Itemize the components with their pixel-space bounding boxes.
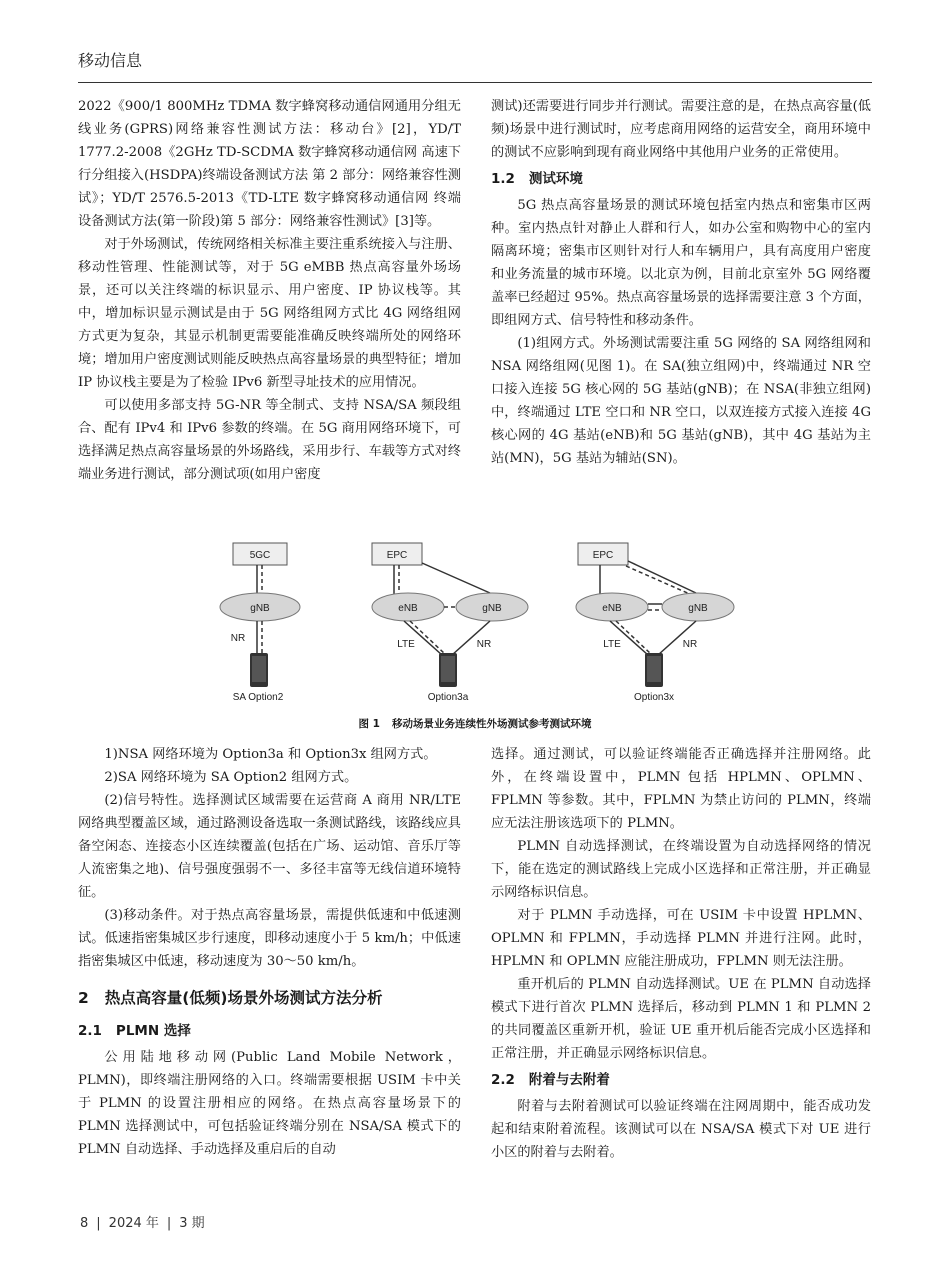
list-item: 1)NSA 网络环境为 Option3a 和 Option3x 组网方式。 <box>104 747 437 762</box>
diagram-option3x <box>576 543 734 703</box>
gnb-label: gNB <box>688 603 708 614</box>
plmn-auto-paragraph: PLMN 自动选择测试，在终端设置为自动选择网络的情况下，能在选定的测试路线上完成小区选择和正常注册，并正确显示网络标识信息。 <box>491 839 871 900</box>
option-name: SA Option2 <box>232 692 284 703</box>
plmn-restart-paragraph: 重开机后的 PLMN 自动选择测试。UE 在 PLMN 自动选择模式下进行首次 PLMN 选择后，移动到 PLMN 1 和 PLMN 2 的共同覆盖区重新开机，验证 UE 重开机后能否完成小区选择和正常注册，并正确显示网络标识信息。 <box>491 977 871 1061</box>
section-heading-2-1: 2.1 PLMN 选择 <box>78 1023 191 1039</box>
plmn-manual-paragraph: 对于 PLMN 手动选择，可在 USIM 卡中设置 HPLMN、OPLMN 和 FPLMN，手动选择 PLMN 并进行注网。此时，HPLMN 和 OPLMN 应能注册成功，FPLMN 则无法注册。 <box>491 908 871 969</box>
diagram-option3a <box>372 543 528 703</box>
mobility-paragraph: (3)移动条件。对于热点高容量场景，需提供低速和中低速测试。低速指密集城区步行速度，即移动速度小于 5 km/h；中低速指密集城区中低速，移动速度为 30～50 km/h。 <box>78 908 461 969</box>
core-epc-label: EPC <box>592 550 614 561</box>
network-diagram <box>200 535 750 710</box>
nr-link-label: NR <box>682 639 698 650</box>
gnb-label: gNB <box>250 603 270 614</box>
attach-paragraph: 附着与去附着测试可以验证终端在注网周期中，能否成功发起和结束附着流程。该测试可以在 NSA/SA 模式下对 UE 进行小区的附着与去附着。 <box>491 1099 871 1160</box>
section-heading-1-2: 1.2 测试环境 <box>491 171 583 187</box>
figure-1 <box>200 535 750 710</box>
plmn-selection-paragraph: 选择。通过测试，可以验证终端能否正确选择并注册网络。此外，在终端设置中，PLMN 包括 HPLMN、OPLMN、FPLMN 等参数。其中，FPLMN 为禁止访问的 PLMN，终端应无法注册该选项下的 PLMN。 <box>491 747 871 831</box>
lte-link-label: LTE <box>603 639 621 650</box>
environment-paragraph: 5G 热点高容量场景的测试环境包括室内热点和密集市区两种。室内热点针对静止人群和行人，如办公室和购物中心的室内隔离环境；密集市区则针对行人和车辆用户，具有高度用户密度和业务流量的城市环境。以北京为例，目前北京室外 5G 网络覆盖率已经超过 95%。热点高容量场景的选择需要注意 3 个方面，即组网方式、信号特性和移动条件。 <box>491 198 871 328</box>
enb-label: eNB <box>398 603 418 614</box>
right-column-top <box>491 95 871 470</box>
option-name: Option3x <box>633 692 675 703</box>
enb-label: eNB <box>602 603 622 614</box>
journal-header: 移动信息 <box>78 51 143 70</box>
section-heading-2-2: 2.2 附着与去附着 <box>491 1072 610 1088</box>
diagram-sa-option2 <box>220 543 300 703</box>
reference-paragraph: 2022《900/1 800MHz TDMA 数字蜂窝移动通信网通用分组无线业务(GPRS)网络兼容性测试方法：移动台》[2]，YD/T 1777.2-2008《2GHz TD-SCDMA 数字蜂窝移动通信网 高速下行分组接入(HSDPA)终端设备测试方法 第 2 部分：网络兼容性测试》；YD/T 2576.5-2013《TD-LTE 数字蜂窝移动通信网 终端设备测试方法(第一阶段)第 5 部分：网络兼容性测试》[3]等。 <box>78 99 461 229</box>
core-5gc-label: 5GC <box>249 550 271 561</box>
lte-link-label: LTE <box>397 639 415 650</box>
field-test-paragraph: 对于外场测试，传统网络相关标准主要注重系统接入与注册、移动性管理、性能测试等，对于 5G eMBB 热点高容量外场场景，还可以关注终端的标识显示、用户密度、IP 协议栈等。其中，增加标识显示测试是由于 5G 网络组网方式比 4G 网络组网方式更为复杂，其显示机制更需要能准确反映终端所处的网络环境；增加用户密度测试则能反映热点高容量场景的典型特征；增加 IP 协议栈主要是为了检验 IPv6 新型寻址技术的应用情况。 <box>78 237 461 390</box>
networking-paragraph: (1)组网方式。外场测试需要注重 5G 网络的 SA 网络组网和 NSA 网络组网(见图 1)。在 SA(独立组网)中，终端通过 NR 空口接入连接 5G 核心网的 5G 基站(gNB)；在 NSA(非独立组网)中，终端通过 LTE 空口和 NR 空口，以双连接方式接入连接 4G 核心网的 4G 基站(eNB)和 5G 基站(gNB)，其中 4G 基站为主站(MN)，5G 基站为辅站(SN)。 <box>491 336 871 466</box>
left-column-bottom <box>78 743 461 1161</box>
nr-link-label: NR <box>476 639 492 650</box>
section-heading-2: 2 热点高容量(低频)场景外场测试方法分析 <box>78 989 383 1007</box>
gnb-label: gNB <box>482 603 502 614</box>
nr-link-label: NR <box>230 633 246 644</box>
sync-test-paragraph: 测试)还需要进行同步并行测试。需要注意的是，在热点高容量(低频)场景中进行测试时，应考虑商用网络的运营安全，商用环境中的测试不应影响到现有商业网络中其他用户业务的正常使用。 <box>491 99 871 160</box>
issue: 3 期 <box>179 1216 205 1231</box>
core-epc-label: EPC <box>386 550 408 561</box>
terminal-paragraph: 可以使用多部支持 5G-NR 等全制式、支持 NSA/SA 频段组合、配有 IPv4 和 IPv6 参数的终端。在 5G 商用网络环境下，可选择满足热点高容量场景的外场路线，采用步行、车载等方式对终端业务进行测试，部分测试项(如用户密度 <box>78 398 461 482</box>
figure-caption: 图 1 移动场景业务连续性外场测试参考测试环境 <box>358 718 592 730</box>
signal-paragraph: (2)信号特性。选择测试区域需要在运营商 A 商用 NR/LTE 网络典型覆盖区域，通过路测设备选取一条测试路线，该路线应具备空闲态、连接态小区连续覆盖(包括在广场、运动馆、音乐厅等人流密集之地)、信号强度强弱不一、多径丰富等无线信道环境特征。 <box>78 793 461 900</box>
left-column-top <box>78 95 461 486</box>
list-item: 2)SA 网络环境为 SA Option2 组网方式。 <box>104 770 358 785</box>
header-rule <box>78 82 872 83</box>
year: 2024 年 <box>108 1216 159 1231</box>
right-column-bottom <box>491 743 871 1164</box>
page-number: 8 <box>80 1216 89 1231</box>
page-footer: 8 | 2024 年 | 3 期 <box>80 1216 205 1231</box>
plmn-paragraph: 公用陆地移动网(Public Land Mobile Network，PLMN)，即终端注册网络的入口。终端需要根据 USIM 卡中关于 PLMN 的设置注册相应的网络。在热点高容量场景下的 PLMN 选择测试中，可包括验证终端分别在 NSA/SA 模式下的 PLMN 自动选择、手动选择及重启后的自动 <box>78 1050 461 1157</box>
option-name: Option3a <box>427 692 469 703</box>
